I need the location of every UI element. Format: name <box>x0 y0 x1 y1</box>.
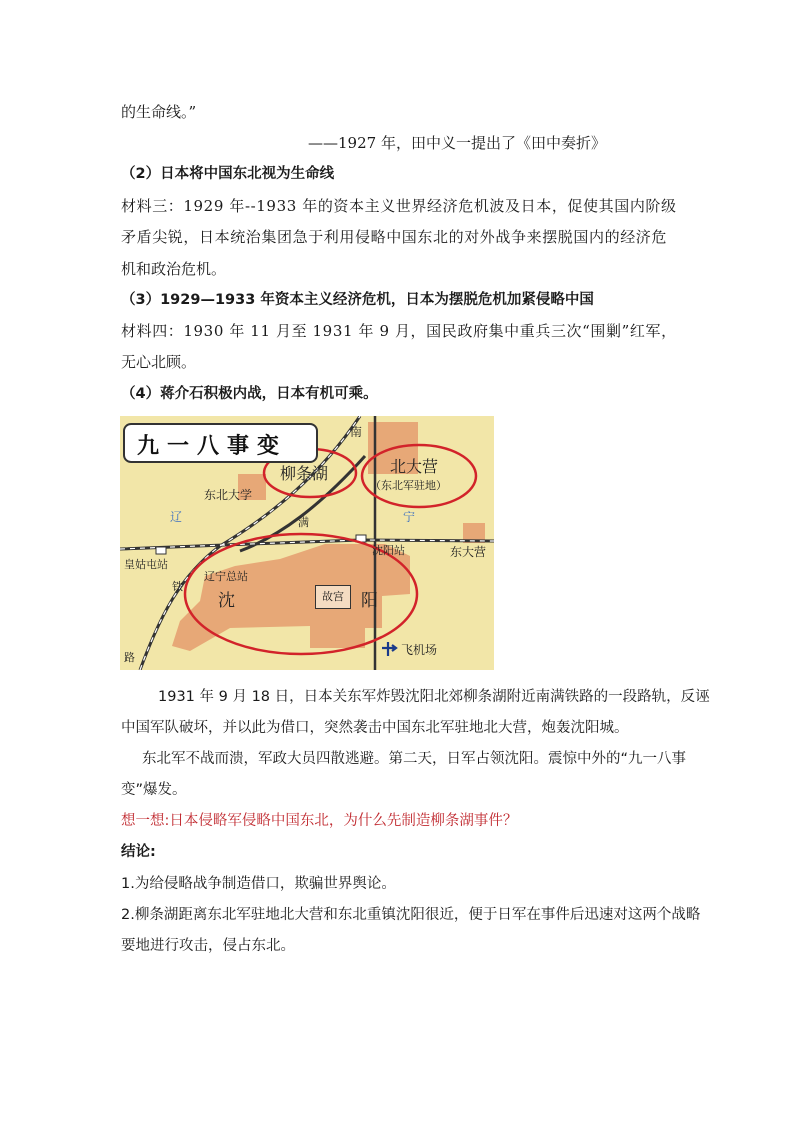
label-dongdaying: 东大营 <box>450 545 487 559</box>
mukden-incident-map <box>120 416 494 670</box>
narrative-p1-line-1: 1931 年 9 月 18 日，日本关东军炸毁沈阳北郊柳条湖附近南满铁路的一段路轨，反诬 <box>158 689 710 705</box>
label-yang: 阳 <box>361 591 378 611</box>
huanggu-station-marker <box>156 547 166 554</box>
label-liutiaohu: 柳条湖 <box>280 464 329 483</box>
label-dongbei-univ: 东北大学 <box>204 488 253 502</box>
material-3-line-3: 机和政治危机。 <box>121 260 227 278</box>
point-heading-2: （2）日本将中国东北视为生命线 <box>121 166 335 182</box>
label-tie: 铁 <box>172 580 183 593</box>
material-3-line-1: 材料三：1929 年--1933 年的资本主义世界经济危机波及日本，促使其国内阶级 <box>121 197 677 215</box>
label-liaoning-main-station: 辽宁总站 <box>204 570 248 583</box>
conclusion-heading: 结论: <box>121 844 156 860</box>
conclusion-item-2-line-2: 要地进行攻击，侵占东北。 <box>121 938 295 954</box>
label-beidaying: 北大营 <box>390 457 439 476</box>
map-title-box <box>123 423 318 463</box>
narrative-p2-line-2: 变”爆发。 <box>121 782 187 798</box>
label-liao: 辽 <box>170 510 183 524</box>
label-nan: 南 <box>350 425 363 439</box>
material-4-line-1: 材料四：1930 年 11 月至 1931 年 9 月，国民政府集中重兵三次“围剿”红军， <box>121 322 677 340</box>
label-airport: 飞机场 <box>401 643 438 657</box>
label-man: 满 <box>298 516 309 529</box>
material-4-line-2: 无心北顾。 <box>121 353 197 371</box>
label-palace: 故宫 <box>315 585 351 609</box>
quote-source: ——1927 年，田中义一提出了《田中奏折》 <box>308 134 606 152</box>
point-heading-4: （4）蒋介石积极内战，日本有机可乘。 <box>121 386 378 402</box>
label-huanggu-station: 皇姑屯站 <box>124 558 168 571</box>
think-question: 想一想:日本侵略军侵略中国东北，为什么先制造柳条湖事件？ <box>121 813 518 829</box>
material-3-line-2: 矛盾尖锐，日本统治集团急于利用侵略中国东北的对外战争来摆脱国内的经济危 <box>121 228 668 246</box>
label-shenyang-station: 沈阳站 <box>372 544 405 557</box>
label-ning: 宁 <box>403 510 416 524</box>
narrative-p1-line-2: 中国军队破坏，并以此为借口，突然袭击中国东北军驻地北大营，炮轰沈阳城。 <box>121 720 629 736</box>
map-title: 九一八事变 <box>137 433 288 459</box>
text-line: 的生命线。” <box>121 103 197 121</box>
conclusion-item-1: 1.为给侵略战争制造借口，欺骗世界舆论。 <box>121 876 396 892</box>
label-beidaying-note: （东北军驻地） <box>370 479 447 492</box>
conclusion-item-2-line-1: 2.柳条湖距离东北军驻地北大营和东北重镇沈阳很近，便于日军在事件后迅速对这两个战略 <box>121 907 701 923</box>
label-lu: 路 <box>124 651 135 664</box>
label-shen: 沈 <box>218 591 235 611</box>
narrative-p2-line-1: 东北军不战而溃，军政大员四散逃避。第二天，日军占领沈阳。震惊中外的“九一八事 <box>142 751 687 767</box>
point-heading-3: （3）1929—1933 年资本主义经济危机，日本为摆脱危机加紧侵略中国 <box>121 292 594 308</box>
